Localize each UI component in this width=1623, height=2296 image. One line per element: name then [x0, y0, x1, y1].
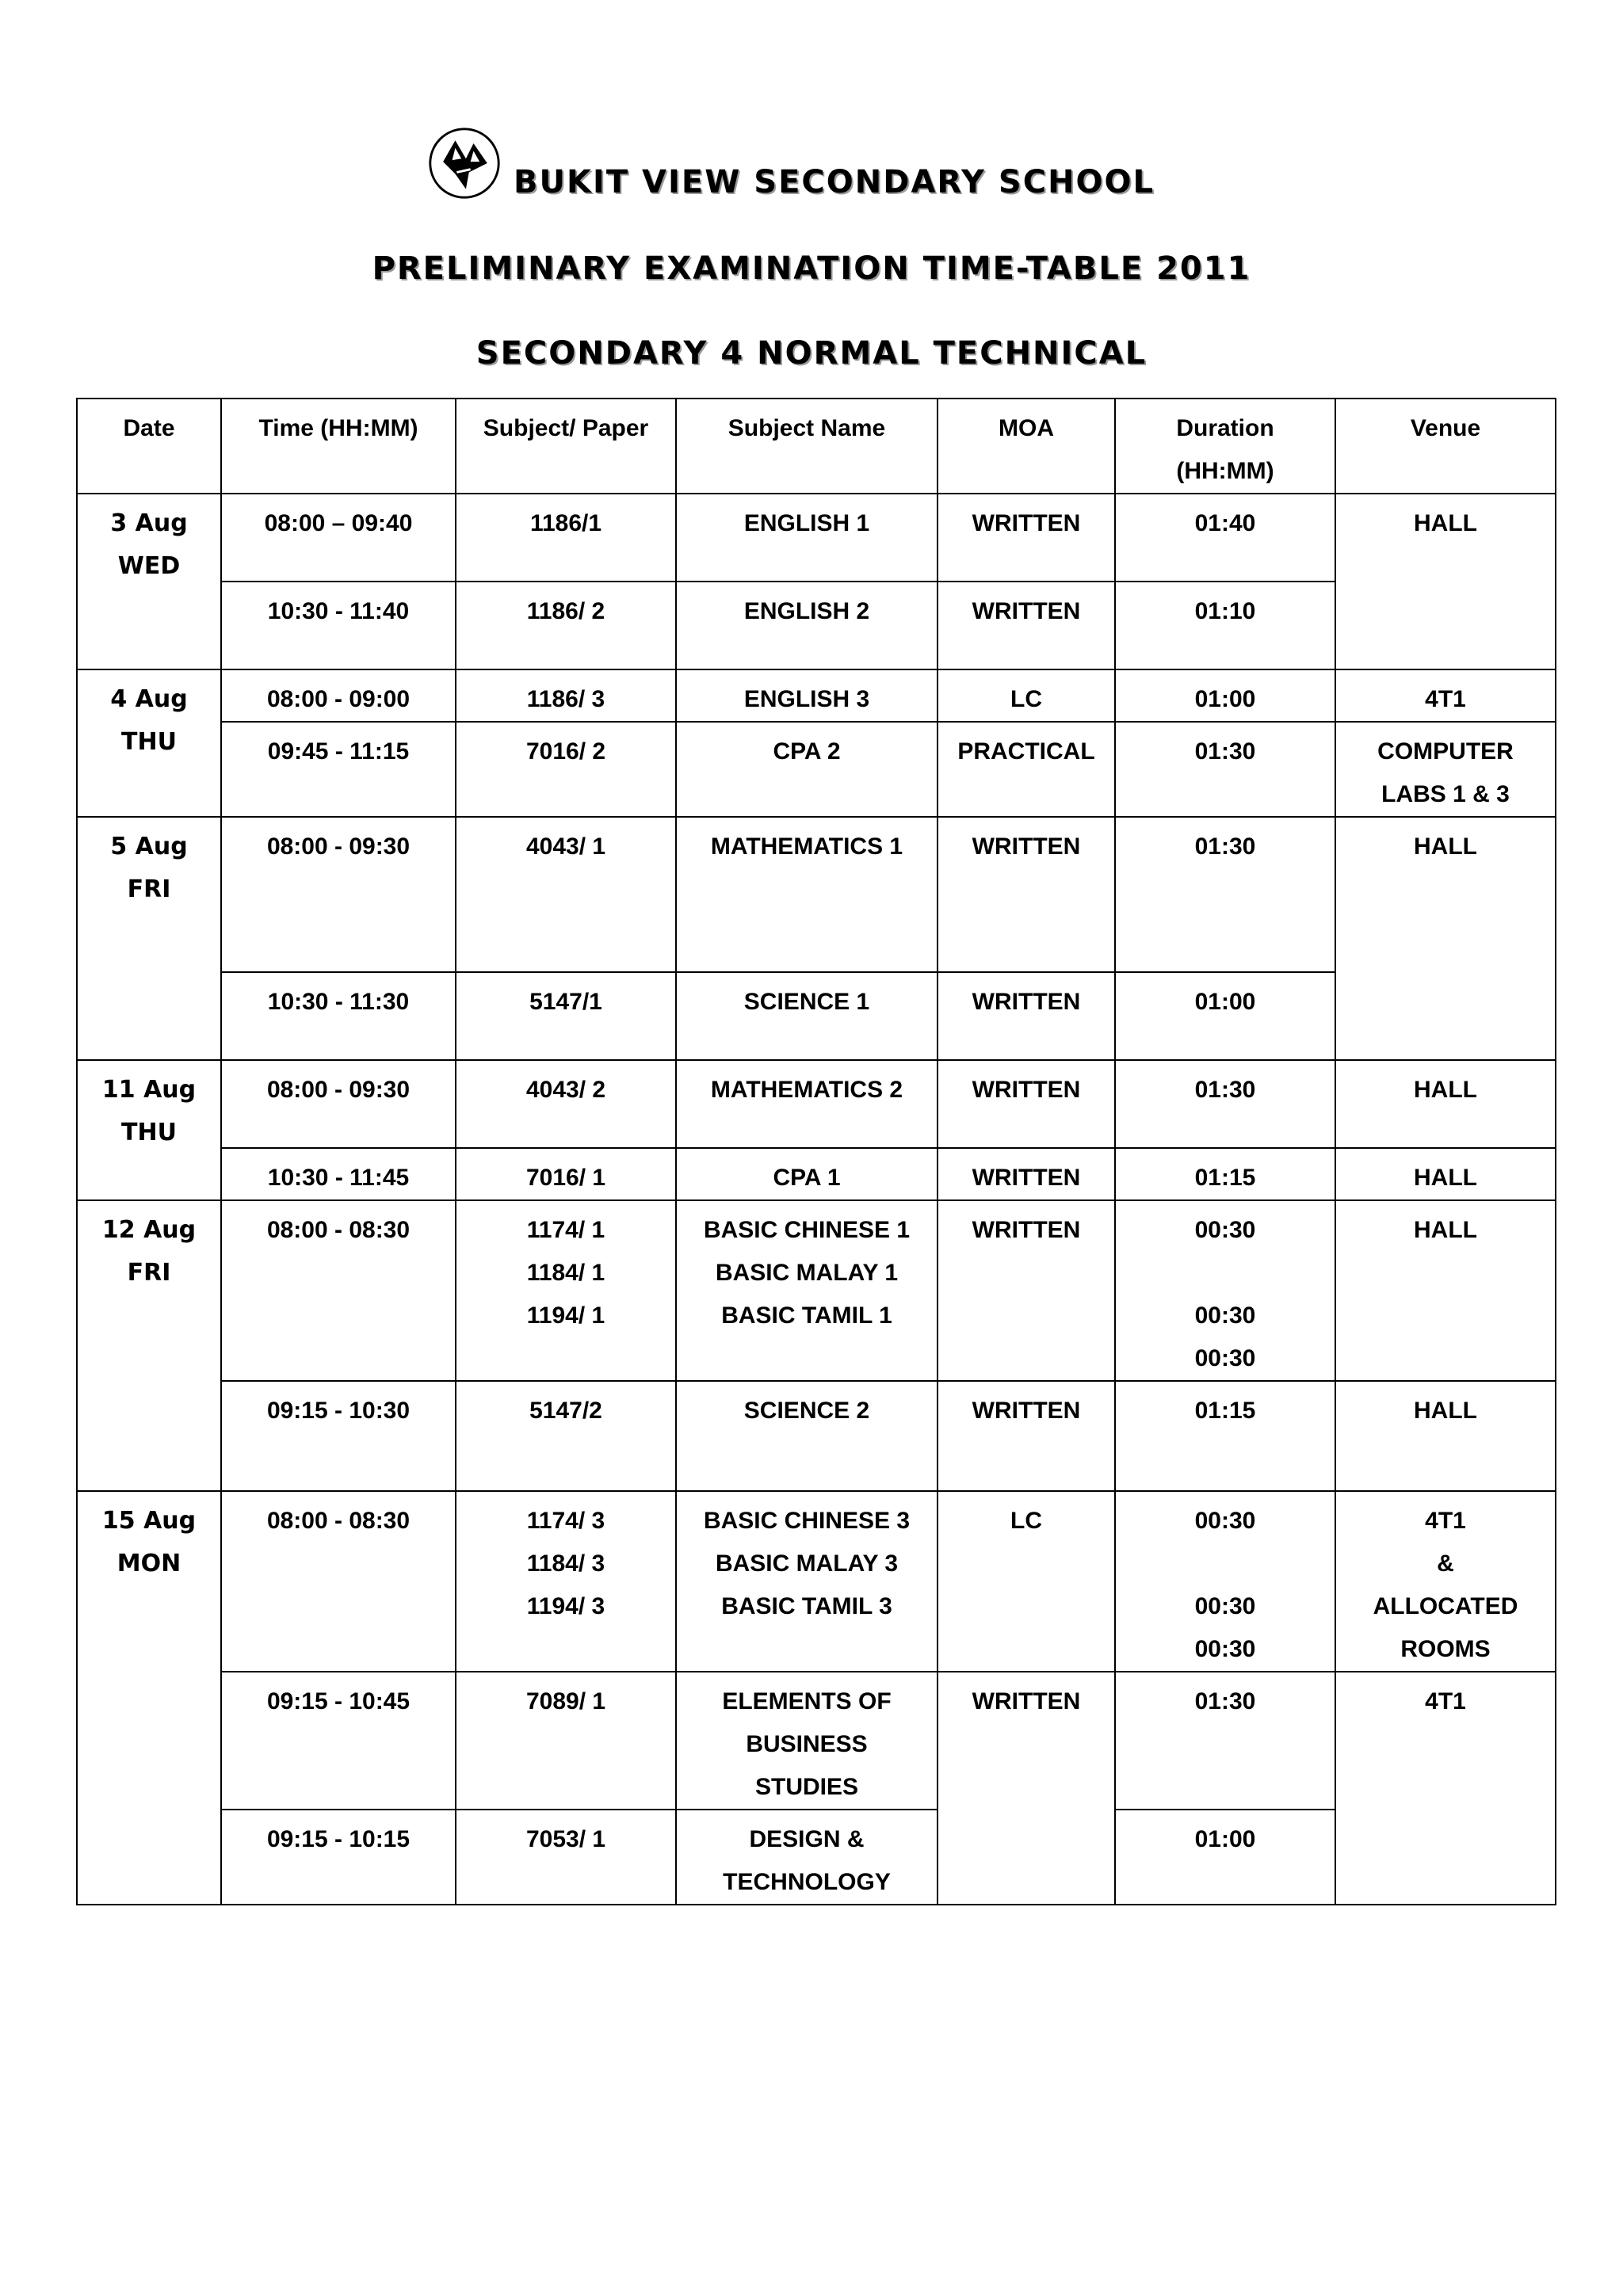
- paper-cell: 1186/ 3: [456, 669, 676, 722]
- duration-cell: 01:10: [1115, 582, 1335, 669]
- moa-cell: WRITTEN: [938, 972, 1115, 1060]
- time-cell: 08:00 - 09:30: [221, 1060, 456, 1148]
- paper-cell: 1186/1: [456, 494, 676, 582]
- duration-cell: 01:30: [1115, 817, 1335, 972]
- paper-cell: 7016/ 2: [456, 722, 676, 817]
- paper-cell: 4043/ 2: [456, 1060, 676, 1148]
- date-cell: 4 Aug THU: [77, 669, 221, 817]
- duration-cell: 01:40: [1115, 494, 1335, 582]
- header-date: Date: [77, 399, 221, 494]
- moa-cell: WRITTEN: [938, 1381, 1115, 1491]
- table-row: [77, 722, 1556, 817]
- moa-cell: WRITTEN: [938, 582, 1115, 669]
- time-cell: 08:00 - 09:30: [221, 817, 456, 972]
- date-cell: 5 Aug FRI: [77, 817, 221, 1060]
- date-cell: 12 Aug FRI: [77, 1200, 221, 1491]
- exam-timetable: [76, 398, 1556, 1905]
- header-row: [77, 399, 1556, 494]
- date-cell: 3 Aug WED: [77, 494, 221, 669]
- subject-name-cell: ENGLISH 2: [676, 582, 938, 669]
- moa-cell: WRITTEN: [938, 817, 1115, 972]
- table-row: [77, 1200, 1556, 1381]
- header-venue: Venue: [1335, 399, 1556, 494]
- moa-cell: WRITTEN: [938, 1672, 1115, 1905]
- duration-cell: 01:30: [1115, 1060, 1335, 1148]
- time-cell: 08:00 – 09:40: [221, 494, 456, 582]
- subject-name-cell: ELEMENTS OF BUSINESS STUDIES: [676, 1672, 938, 1810]
- subject-name-cell: ENGLISH 3: [676, 669, 938, 722]
- moa-cell: WRITTEN: [938, 494, 1115, 582]
- header-duration: Duration (HH:MM): [1115, 399, 1335, 494]
- time-cell: 08:00 - 08:30: [221, 1491, 456, 1672]
- table-row: [77, 972, 1556, 1060]
- table-row: [77, 1060, 1556, 1148]
- header-subject-paper: Subject/ Paper: [456, 399, 676, 494]
- table-row: [77, 1810, 1556, 1905]
- subject-name-cell: BASIC CHINESE 1 BASIC MALAY 1 BASIC TAMIL 1: [676, 1200, 938, 1381]
- paper-cell: 4043/ 1: [456, 817, 676, 972]
- venue-cell: HALL: [1335, 494, 1556, 669]
- paper-cell: 7089/ 1: [456, 1672, 676, 1810]
- duration-cell: 01:00: [1115, 1810, 1335, 1905]
- subject-name-cell: CPA 1: [676, 1148, 938, 1200]
- venue-cell: 4T1: [1335, 669, 1556, 722]
- venue-cell: HALL: [1335, 1148, 1556, 1200]
- table-row: [77, 1148, 1556, 1200]
- subject-name-cell: MATHEMATICS 2: [676, 1060, 938, 1148]
- table-row: [77, 669, 1556, 722]
- time-cell: 09:15 - 10:30: [221, 1381, 456, 1491]
- time-cell: 09:15 - 10:15: [221, 1810, 456, 1905]
- level-title: SECONDARY 4 NORMAL TECHNICAL: [475, 335, 1148, 372]
- time-cell: 10:30 - 11:40: [221, 582, 456, 669]
- time-cell: 09:45 - 11:15: [221, 722, 456, 817]
- duration-cell: 01:00: [1115, 972, 1335, 1060]
- subject-name-cell: CPA 2: [676, 722, 938, 817]
- subject-name-cell: SCIENCE 2: [676, 1381, 938, 1491]
- subject-name-cell: ENGLISH 1: [676, 494, 938, 582]
- subject-name-cell: SCIENCE 1: [676, 972, 938, 1060]
- venue-cell: 4T1: [1335, 1672, 1556, 1905]
- school-crest-icon: [426, 125, 502, 201]
- duration-cell: 01:30: [1115, 1672, 1335, 1810]
- table-row: [77, 494, 1556, 582]
- duration-cell: 01:15: [1115, 1381, 1335, 1491]
- table-row: [77, 582, 1556, 669]
- paper-cell: 7053/ 1: [456, 1810, 676, 1905]
- duration-cell: 01:15: [1115, 1148, 1335, 1200]
- table-row: [77, 817, 1556, 972]
- table-row: [77, 1381, 1556, 1491]
- exam-title: PRELIMINARY EXAMINATION TIME-TABLE 2011: [372, 250, 1251, 287]
- venue-cell: HALL: [1335, 817, 1556, 1060]
- moa-cell: WRITTEN: [938, 1148, 1115, 1200]
- duration-cell: 01:00: [1115, 669, 1335, 722]
- venue-cell: COMPUTER LABS 1 & 3: [1335, 722, 1556, 817]
- header-time: Time (HH:MM): [221, 399, 456, 494]
- date-cell: 15 Aug MON: [77, 1491, 221, 1905]
- moa-cell: WRITTEN: [938, 1200, 1115, 1381]
- moa-cell: PRACTICAL: [938, 722, 1115, 817]
- subject-name-cell: MATHEMATICS 1: [676, 817, 938, 972]
- header-moa: MOA: [938, 399, 1115, 494]
- duration-cell: 00:30 00:30 00:30: [1115, 1491, 1335, 1672]
- paper-cell: 1186/ 2: [456, 582, 676, 669]
- document-header: [0, 0, 1623, 396]
- time-cell: 10:30 - 11:30: [221, 972, 456, 1060]
- moa-cell: LC: [938, 1491, 1115, 1672]
- venue-cell: HALL: [1335, 1060, 1556, 1148]
- time-cell: 08:00 - 09:00: [221, 669, 456, 722]
- subject-name-cell: BASIC CHINESE 3 BASIC MALAY 3 BASIC TAMIL 3: [676, 1491, 938, 1672]
- venue-cell: HALL: [1335, 1381, 1556, 1491]
- time-cell: 10:30 - 11:45: [221, 1148, 456, 1200]
- paper-cell: 7016/ 1: [456, 1148, 676, 1200]
- duration-cell: 00:30 00:30 00:30: [1115, 1200, 1335, 1381]
- date-cell: 11 Aug THU: [77, 1060, 221, 1200]
- time-cell: 08:00 - 08:30: [221, 1200, 456, 1381]
- time-cell: 09:15 - 10:45: [221, 1672, 456, 1810]
- paper-cell: 5147/1: [456, 972, 676, 1060]
- venue-cell: HALL: [1335, 1200, 1556, 1381]
- paper-cell: 5147/2: [456, 1381, 676, 1491]
- school-name: BUKIT VIEW SECONDARY SCHOOL: [514, 164, 1155, 200]
- subject-name-cell: DESIGN & TECHNOLOGY: [676, 1810, 938, 1905]
- header-subject-name: Subject Name: [676, 399, 938, 494]
- venue-cell: 4T1 & ALLOCATED ROOMS: [1335, 1491, 1556, 1672]
- moa-cell: WRITTEN: [938, 1060, 1115, 1148]
- moa-cell: LC: [938, 669, 1115, 722]
- table-row: [77, 1491, 1556, 1672]
- table-row: [77, 1672, 1556, 1810]
- paper-cell: 1174/ 1 1184/ 1 1194/ 1: [456, 1200, 676, 1381]
- paper-cell: 1174/ 3 1184/ 3 1194/ 3: [456, 1491, 676, 1672]
- duration-cell: 01:30: [1115, 722, 1335, 817]
